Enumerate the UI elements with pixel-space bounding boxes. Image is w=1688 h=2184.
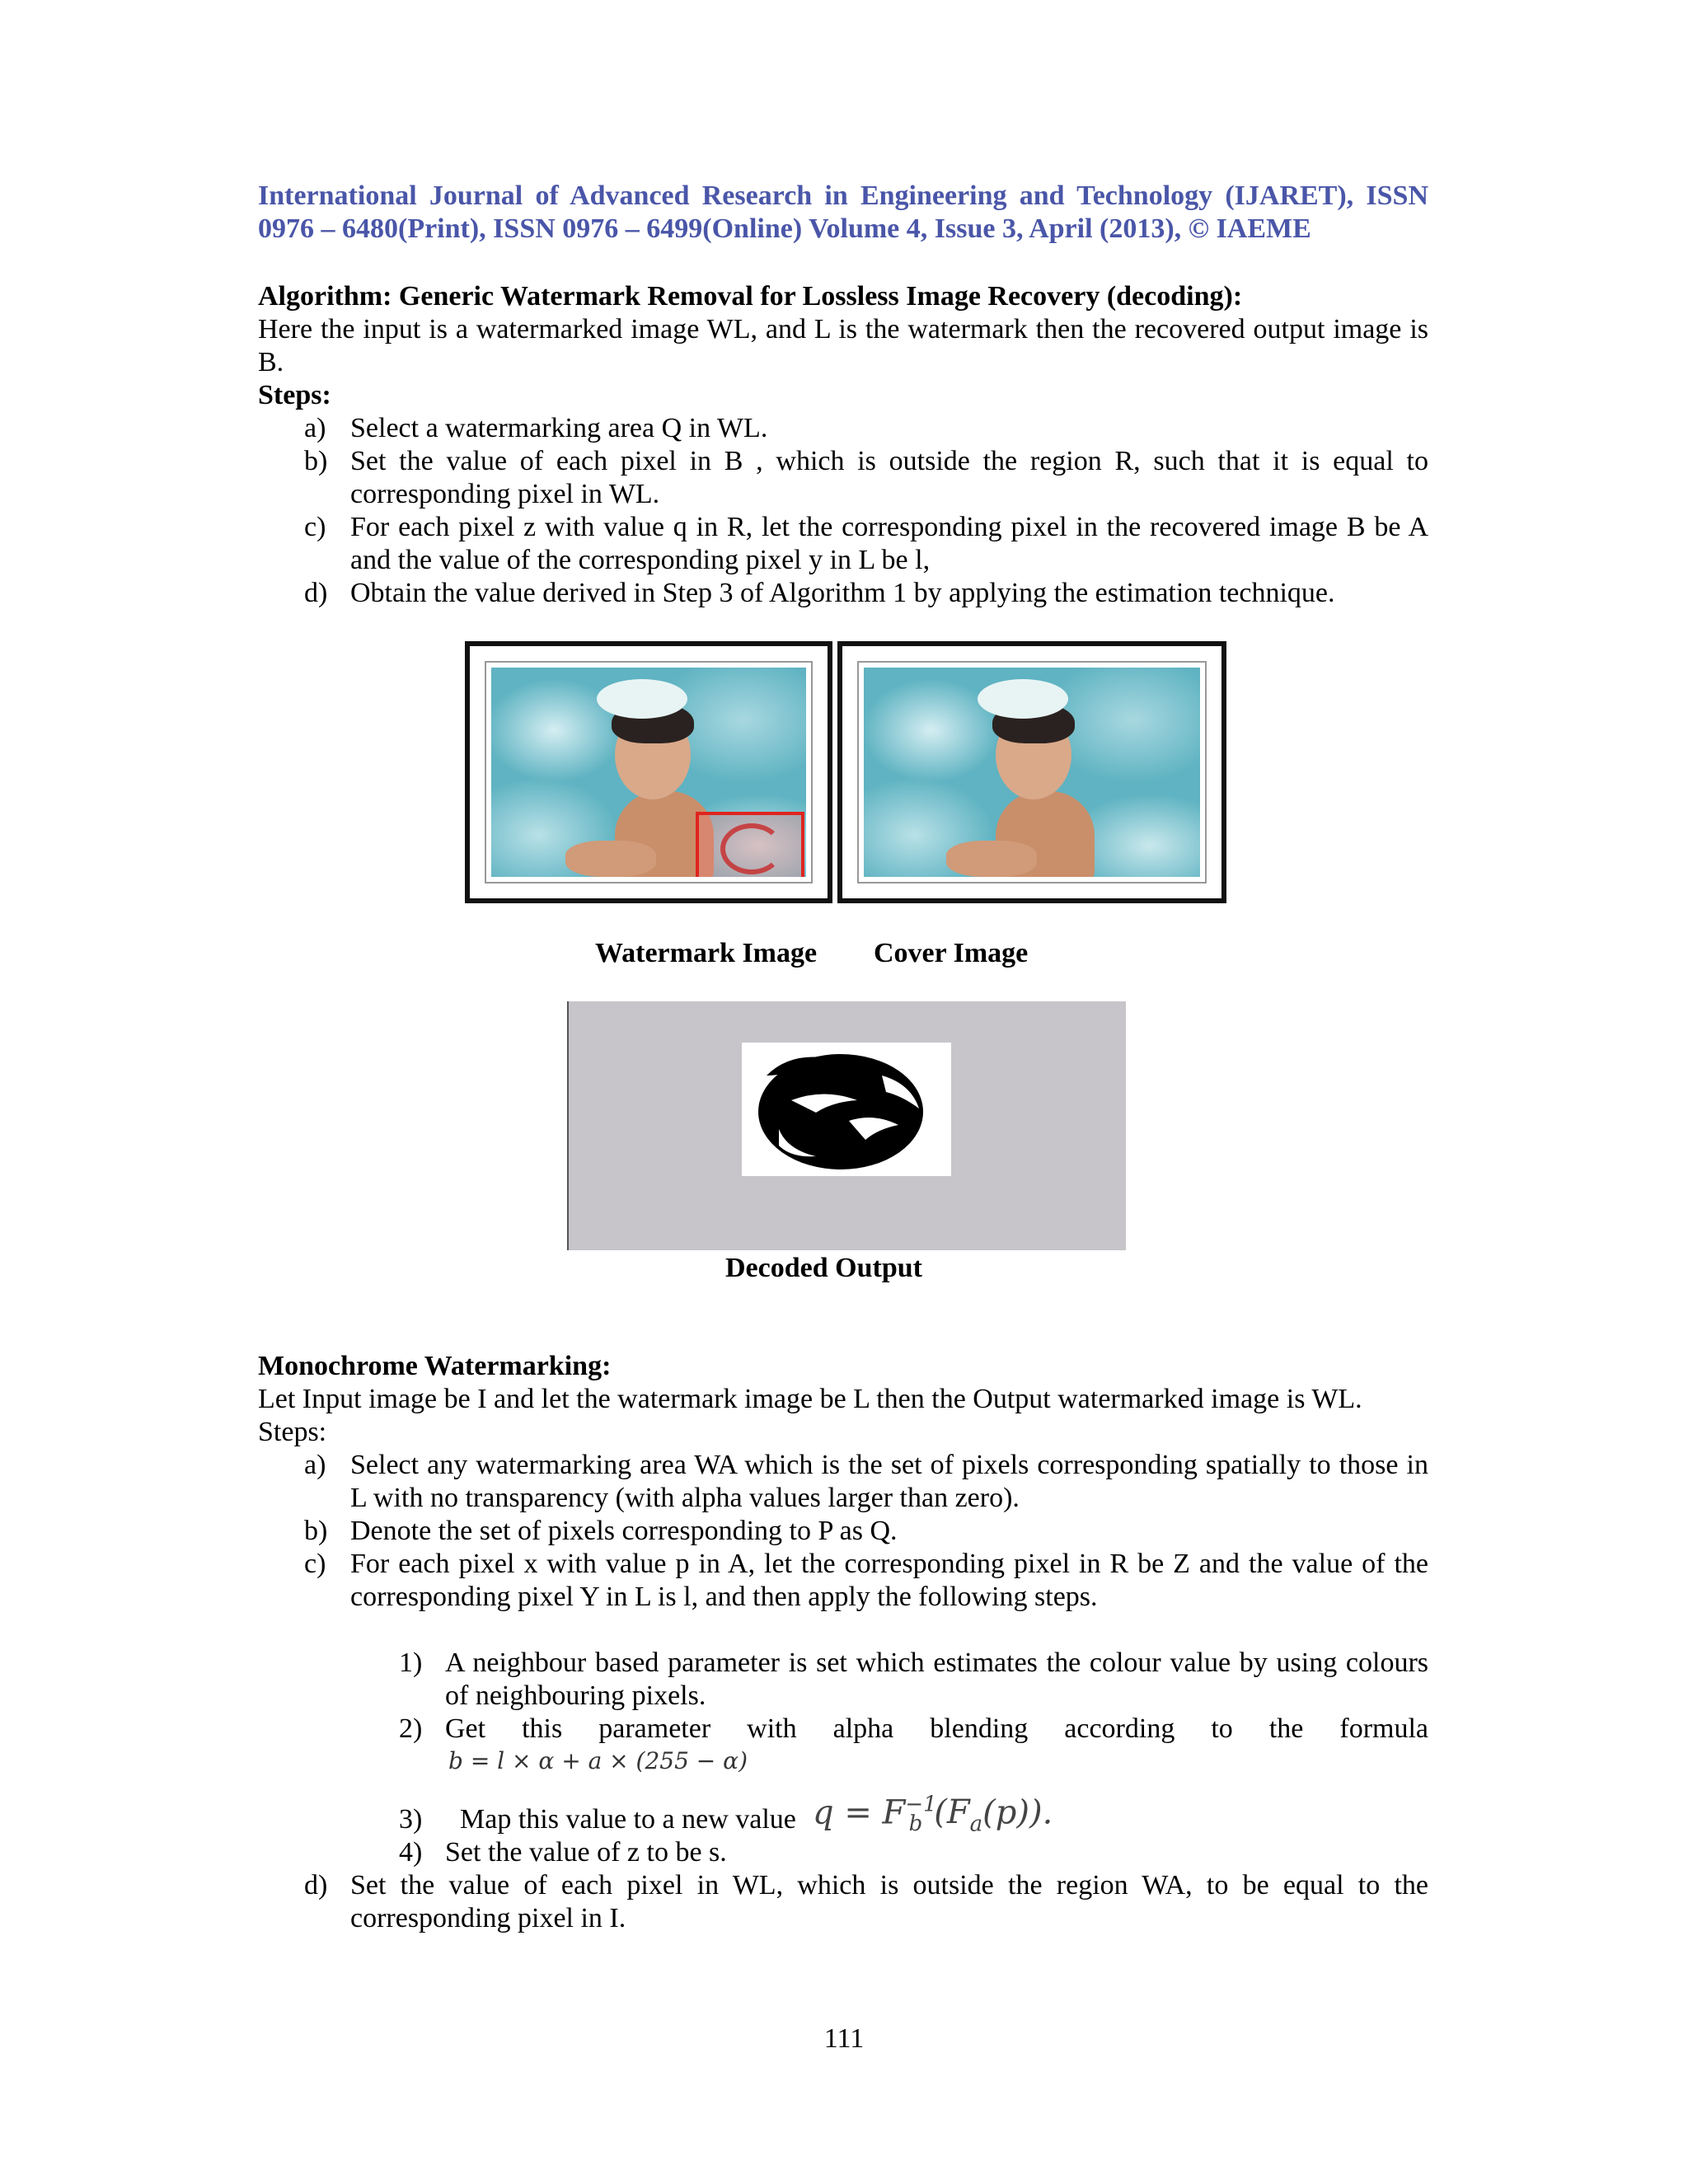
caption-watermark-image: Watermark Image [595, 938, 818, 968]
step-label: a) [304, 413, 326, 443]
substep-text: A neighbour based parameter is set which estimates the colour value by using colours of neighbouring pixels. [445, 1647, 1428, 1711]
formula-q-main: q = F [813, 1793, 906, 1832]
journal-header-line-2: 0976 – 6480(Print), ISSN 0976 – 6499(Online) Volume 4, Issue 3, April (2013), © IAEME [258, 213, 1311, 244]
step-label: b) [304, 446, 328, 476]
step-label: d) [304, 1870, 328, 1900]
step-text: Obtain the value derived in Step 3 of Algorithm 1 by applying the estimation technique. [350, 578, 1335, 608]
watermark-image-figure [465, 641, 832, 903]
watermark-logo-swirl [720, 823, 783, 874]
substep-text: Map this value to a new value [460, 1804, 796, 1835]
substep-text: Set the value of z to be s. [445, 1837, 727, 1868]
formula-q-sub: b [908, 1811, 923, 1837]
step-text: Select any watermarking area WA which is the set of pixels corresponding spatially to those in L with no transparency (with alpha values larger than zero). [350, 1450, 1428, 1513]
journal-header-line-1: International Journal of Advanced Research in Engineering and Technology (IJARET), ISSN [258, 180, 1428, 211]
step-text: Set the value of each pixel in WL, which is outside the region WA, to be equal to the corresponding pixel in I. [350, 1870, 1428, 1933]
step-text: For each pixel x with value p in A, let the corresponding pixel in R be Z and the value of the corresponding pixel Y in L is l, and then apply the following steps. [350, 1549, 1428, 1612]
cover-image-figure [837, 641, 1226, 903]
step-text: Set the value of each pixel in B , which is outside the region R, such that it is equal to corresponding pixel in WL. [350, 446, 1428, 509]
substep-label: 2) [399, 1713, 423, 1744]
watermarked-baby-photo [491, 668, 806, 877]
baby-cap [978, 679, 1068, 719]
cover-image-inner-frame [857, 661, 1207, 883]
monochrome-title: Monochrome Watermarking: [258, 1351, 612, 1381]
substep-label: 3) [399, 1804, 423, 1835]
monochrome-intro: Let Input image be I and let the watermark image be L then the Output watermarked image is WL. [258, 1384, 1362, 1414]
watermark-logo-overlay [696, 812, 804, 877]
substep-label: 4) [399, 1837, 423, 1868]
formula-q [813, 1785, 1053, 1844]
caption-cover-image: Cover Image [874, 938, 1029, 968]
step-label: b) [304, 1516, 328, 1546]
caption-decoded-output: Decoded Output [725, 1253, 922, 1283]
step-text: Select a watermarking area Q in WL. [350, 413, 768, 443]
step-text: For each pixel z with value q in R, let the corresponding pixel in the recovered image B be A and the value of the corresponding pixel y in L be l, [350, 512, 1428, 575]
page-number: 111 [823, 2023, 865, 2054]
cover-baby-photo [864, 668, 1200, 877]
algorithm-title: Algorithm: Generic Watermark Removal for Lossless Image Recovery (decoding): [258, 281, 1243, 312]
watermark-image-inner-frame [485, 661, 813, 883]
algorithm-steps-label: Steps: [258, 380, 331, 410]
decoded-output-panel [567, 1001, 1126, 1250]
step-label: c) [304, 1549, 326, 1579]
formula-q-sup: −1 [905, 1793, 937, 1817]
formula-q-sub2: a [969, 1811, 983, 1837]
algorithm-intro: Here the input is a watermarked image WL, and L is the watermark then the recovered output image is B. [258, 314, 1428, 377]
baby-arm [565, 841, 656, 877]
baby-cap [597, 679, 687, 719]
formula-b: b = l × α + a × (255 − α) [448, 1747, 748, 1774]
step-label: d) [304, 578, 328, 608]
step-text: Denote the set of pixels corresponding to P as Q. [350, 1516, 898, 1546]
substep-text: Get this parameter with alpha blending according to the formula [445, 1713, 1428, 1744]
decoded-output-image [742, 1043, 951, 1176]
substep-label: 1) [399, 1647, 423, 1678]
formula-q-scripts [905, 1793, 950, 1837]
step-label: c) [304, 512, 326, 542]
formula-q-end: (p)). [982, 1793, 1053, 1832]
baby-arm [946, 841, 1037, 877]
journal-header [258, 180, 1428, 246]
formula-q-rest: (F [934, 1793, 970, 1832]
monochrome-steps-label: Steps: [258, 1417, 327, 1447]
step-label: a) [304, 1450, 326, 1480]
decoded-watermark-shape [742, 1043, 951, 1176]
